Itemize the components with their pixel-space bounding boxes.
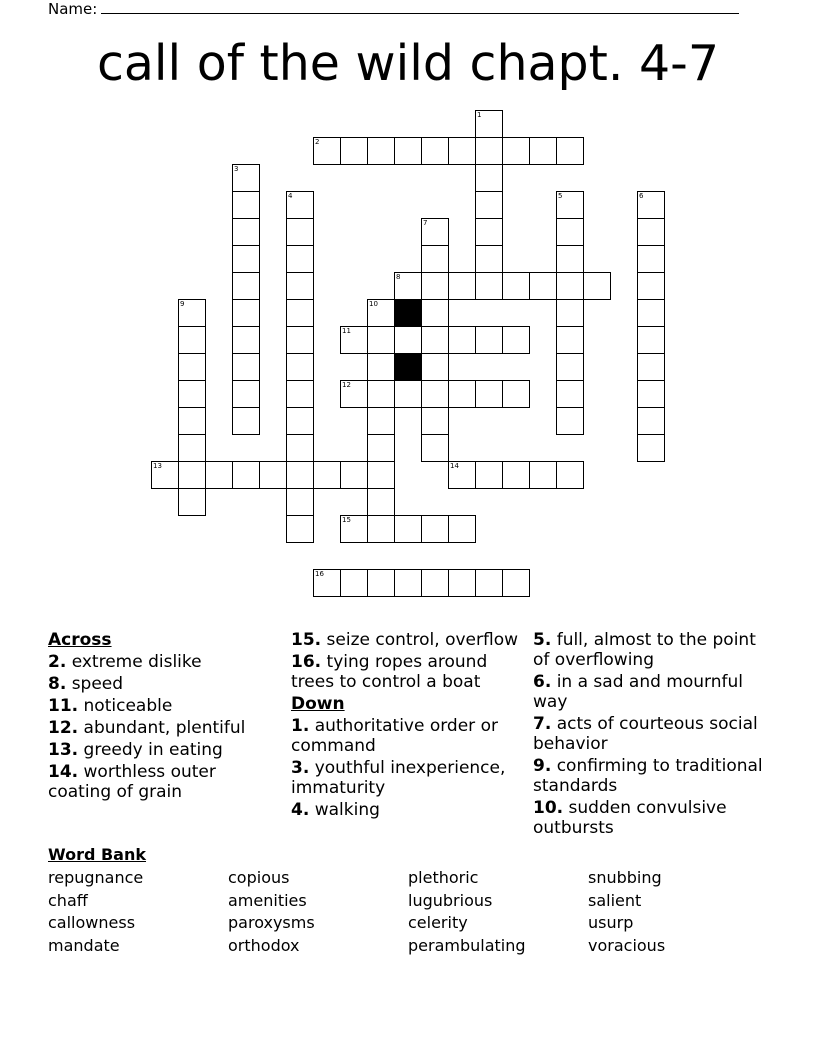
crossword-cell[interactable] (178, 461, 206, 489)
crossword-cell[interactable] (232, 191, 260, 219)
crossword-cell[interactable] (286, 299, 314, 327)
word-bank-word: snubbing (588, 868, 662, 887)
clue-across-15: 15. seize control, overflow (291, 630, 519, 650)
crossword-cell[interactable] (475, 218, 503, 246)
crossword-cell[interactable] (367, 434, 395, 462)
crossword-cell[interactable] (232, 245, 260, 273)
clues-column-3 (533, 630, 773, 840)
clue-number: 3 (234, 165, 239, 173)
clue-down-10: 10. sudden convulsive outbursts (533, 798, 727, 838)
crossword-cell[interactable] (286, 326, 314, 354)
crossword-cell[interactable] (394, 272, 422, 300)
crossword-cell[interactable] (502, 326, 530, 354)
crossword-cell[interactable] (367, 137, 395, 165)
clue-down-7: 7. acts of courteous social behavior (533, 714, 758, 754)
crossword-cell[interactable] (232, 380, 260, 408)
clue-number: 2 (315, 138, 320, 146)
crossword-cell[interactable] (340, 137, 368, 165)
clue-across-13: 13. greedy in eating (48, 740, 223, 760)
crossword-cell[interactable] (421, 245, 449, 273)
crossword-cell[interactable] (556, 137, 584, 165)
word-bank-word: mandate (48, 936, 120, 955)
crossword-cell[interactable] (556, 299, 584, 327)
crossword-cell[interactable] (286, 191, 314, 219)
crossword-cell[interactable] (448, 137, 476, 165)
crossword-cell[interactable] (448, 515, 476, 543)
word-bank-word: voracious (588, 936, 666, 955)
crossword-cell[interactable] (178, 326, 206, 354)
crossword-cell[interactable] (286, 515, 314, 543)
crossword-cell[interactable] (367, 326, 395, 354)
crossword-cell[interactable] (151, 461, 179, 489)
crossword-cell[interactable] (448, 569, 476, 597)
crossword-cell[interactable] (421, 272, 449, 300)
crossword-cell[interactable] (394, 380, 422, 408)
word-bank-title: Word Bank (48, 845, 147, 864)
crossword-cell[interactable] (178, 299, 206, 327)
clue-number: 15 (342, 516, 351, 524)
crossword-cell[interactable] (421, 299, 449, 327)
crossword-cell[interactable] (502, 461, 530, 489)
crossword-cell[interactable] (421, 407, 449, 435)
clue-number: 12 (342, 381, 351, 389)
crossword-cell[interactable] (340, 380, 368, 408)
crossword-cell[interactable] (286, 488, 314, 516)
clue-down-1: 1. authoritative order or command (291, 716, 498, 756)
crossword-cell[interactable] (556, 218, 584, 246)
crossword-cell[interactable] (367, 353, 395, 381)
crossword-cell[interactable] (556, 272, 584, 300)
crossword-cell[interactable] (205, 461, 233, 489)
word-bank-word: perambulating (408, 936, 526, 955)
crossword-cell[interactable] (313, 569, 341, 597)
crossword-cell[interactable] (421, 218, 449, 246)
across-heading: Across (48, 630, 112, 650)
crossword-cell[interactable] (394, 515, 422, 543)
clue-number: 8 (396, 273, 401, 281)
crossword-cell[interactable] (340, 461, 368, 489)
clue-across-16: 16. tying ropes around trees to control a boat (291, 652, 488, 692)
clue-number: 1 (477, 111, 482, 119)
crossword-cell[interactable] (475, 569, 503, 597)
clue-number: 10 (369, 300, 378, 308)
crossword-cell[interactable] (502, 380, 530, 408)
clue-across-11: 11. noticeable (48, 696, 173, 716)
crossword-cell[interactable] (556, 380, 584, 408)
clue-number: 9 (180, 300, 185, 308)
crossword-cell[interactable] (475, 245, 503, 273)
crossword-cell[interactable] (178, 434, 206, 462)
word-bank-word: copious (228, 868, 290, 887)
crossword-cell[interactable] (367, 407, 395, 435)
clue-across-8: 8. speed (48, 674, 124, 694)
crossword-cell[interactable] (475, 380, 503, 408)
crossword-cell[interactable] (232, 272, 260, 300)
crossword-cell[interactable] (475, 326, 503, 354)
clue-down-4: 4. walking (291, 800, 380, 820)
crossword-cell[interactable] (529, 137, 557, 165)
crossword-cell[interactable] (232, 218, 260, 246)
clues-column-2 (291, 630, 523, 822)
crossword-cell[interactable] (448, 326, 476, 354)
crossword-cell[interactable] (448, 380, 476, 408)
crossword-cell[interactable] (178, 407, 206, 435)
crossword-cell[interactable] (313, 461, 341, 489)
crossword-cell[interactable] (502, 569, 530, 597)
crossword-cell[interactable] (286, 461, 314, 489)
crossword-cell[interactable] (556, 245, 584, 273)
crossword-cell[interactable] (394, 326, 422, 354)
clue-down-9: 9. confirming to traditional standards (533, 756, 763, 796)
crossword-cell[interactable] (286, 434, 314, 462)
crossword-cell[interactable] (556, 353, 584, 381)
clue-number: 16 (315, 570, 324, 578)
crossword-cell[interactable] (421, 434, 449, 462)
crossword-cell[interactable] (367, 569, 395, 597)
crossword-cell[interactable] (367, 299, 395, 327)
crossword-cell[interactable] (232, 407, 260, 435)
word-bank-word: plethoric (408, 868, 479, 887)
crossword-cell[interactable] (475, 461, 503, 489)
crossword-cell[interactable] (232, 164, 260, 192)
crossword-cell[interactable] (637, 299, 665, 327)
crossword-block-cell (394, 353, 422, 381)
crossword-cell[interactable] (529, 461, 557, 489)
clue-number: 11 (342, 327, 351, 335)
crossword-cell[interactable] (367, 515, 395, 543)
crossword-cell[interactable] (178, 353, 206, 381)
crossword-cell[interactable] (448, 461, 476, 489)
word-bank-word: orthodox (228, 936, 300, 955)
clue-down-6: 6. in a sad and mournful way (533, 672, 743, 712)
word-bank-word: chaff (48, 891, 88, 910)
crossword-cell[interactable] (232, 326, 260, 354)
crossword-cell[interactable] (286, 218, 314, 246)
word-bank-word: callowness (48, 913, 136, 932)
crossword-cell[interactable] (637, 191, 665, 219)
crossword-cell[interactable] (394, 569, 422, 597)
crossword-cell[interactable] (340, 569, 368, 597)
crossword-cell[interactable] (475, 191, 503, 219)
crossword-cell[interactable] (178, 488, 206, 516)
crossword-cell[interactable] (367, 488, 395, 516)
crossword-cell[interactable] (583, 272, 611, 300)
crossword-block-cell (394, 299, 422, 327)
clue-down-3: 3. youthful inexperience, immaturity (291, 758, 506, 798)
crossword-cell[interactable] (502, 137, 530, 165)
word-bank-word: lugubrious (408, 891, 493, 910)
clue-across-12: 12. abundant, plentiful (48, 718, 246, 738)
word-bank-word: salient (588, 891, 642, 910)
crossword-cell[interactable] (313, 137, 341, 165)
crossword-cell[interactable] (448, 272, 476, 300)
crossword-cell[interactable] (421, 137, 449, 165)
crossword-cell[interactable] (421, 326, 449, 354)
crossword-cell[interactable] (475, 110, 503, 138)
crossword-cell[interactable] (286, 272, 314, 300)
crossword-cell[interactable] (475, 137, 503, 165)
crossword-cell[interactable] (259, 461, 287, 489)
crossword-cell[interactable] (421, 353, 449, 381)
crossword-cell[interactable] (556, 326, 584, 354)
name-label: Name: (48, 0, 98, 18)
crossword-cell[interactable] (637, 272, 665, 300)
crossword-cell[interactable] (475, 164, 503, 192)
clues-column-1 (48, 630, 278, 804)
crossword-cell[interactable] (556, 407, 584, 435)
crossword-cell[interactable] (637, 434, 665, 462)
clue-down-5: 5. full, almost to the point of overflowing (533, 630, 756, 670)
crossword-cell[interactable] (637, 380, 665, 408)
word-bank-word: celerity (408, 913, 468, 932)
clue-number: 6 (639, 192, 644, 200)
clue-number: 7 (423, 219, 428, 227)
crossword-cell[interactable] (178, 380, 206, 408)
crossword-cell[interactable] (394, 137, 422, 165)
clue-number: 13 (153, 462, 162, 470)
clue-across-14: 14. worthless outer coating of grain (48, 762, 216, 802)
down-heading: Down (291, 694, 345, 714)
crossword-cell[interactable] (637, 218, 665, 246)
crossword-cell[interactable] (232, 353, 260, 381)
crossword-cell[interactable] (529, 272, 557, 300)
crossword-cell[interactable] (340, 515, 368, 543)
crossword-cell[interactable] (421, 569, 449, 597)
clue-number: 5 (558, 192, 563, 200)
crossword-cell[interactable] (286, 380, 314, 408)
word-bank-word: usurp (588, 913, 634, 932)
word-bank-word: paroxysms (228, 913, 315, 932)
clue-across-2: 2. extreme dislike (48, 652, 202, 672)
crossword-cell[interactable] (367, 380, 395, 408)
crossword-cell[interactable] (637, 407, 665, 435)
crossword-cell[interactable] (421, 380, 449, 408)
crossword-cell[interactable] (286, 407, 314, 435)
page-title: call of the wild chapt. 4-7 (96, 35, 720, 92)
crossword-cell[interactable] (421, 515, 449, 543)
crossword-cell[interactable] (367, 461, 395, 489)
crossword-cell[interactable] (556, 461, 584, 489)
crossword-cell[interactable] (340, 326, 368, 354)
clue-number: 4 (288, 192, 293, 200)
crossword-cell[interactable] (637, 353, 665, 381)
crossword-cell[interactable] (286, 245, 314, 273)
crossword-cell[interactable] (232, 299, 260, 327)
crossword-cell[interactable] (637, 326, 665, 354)
crossword-cell[interactable] (232, 461, 260, 489)
crossword-cell[interactable] (556, 191, 584, 219)
crossword-cell[interactable] (637, 245, 665, 273)
crossword-cell[interactable] (475, 272, 503, 300)
crossword-cell[interactable] (286, 353, 314, 381)
word-bank-word: amenities (228, 891, 307, 910)
crossword-cell[interactable] (502, 272, 530, 300)
clue-number: 14 (450, 462, 459, 470)
word-bank-word: repugnance (48, 868, 144, 887)
